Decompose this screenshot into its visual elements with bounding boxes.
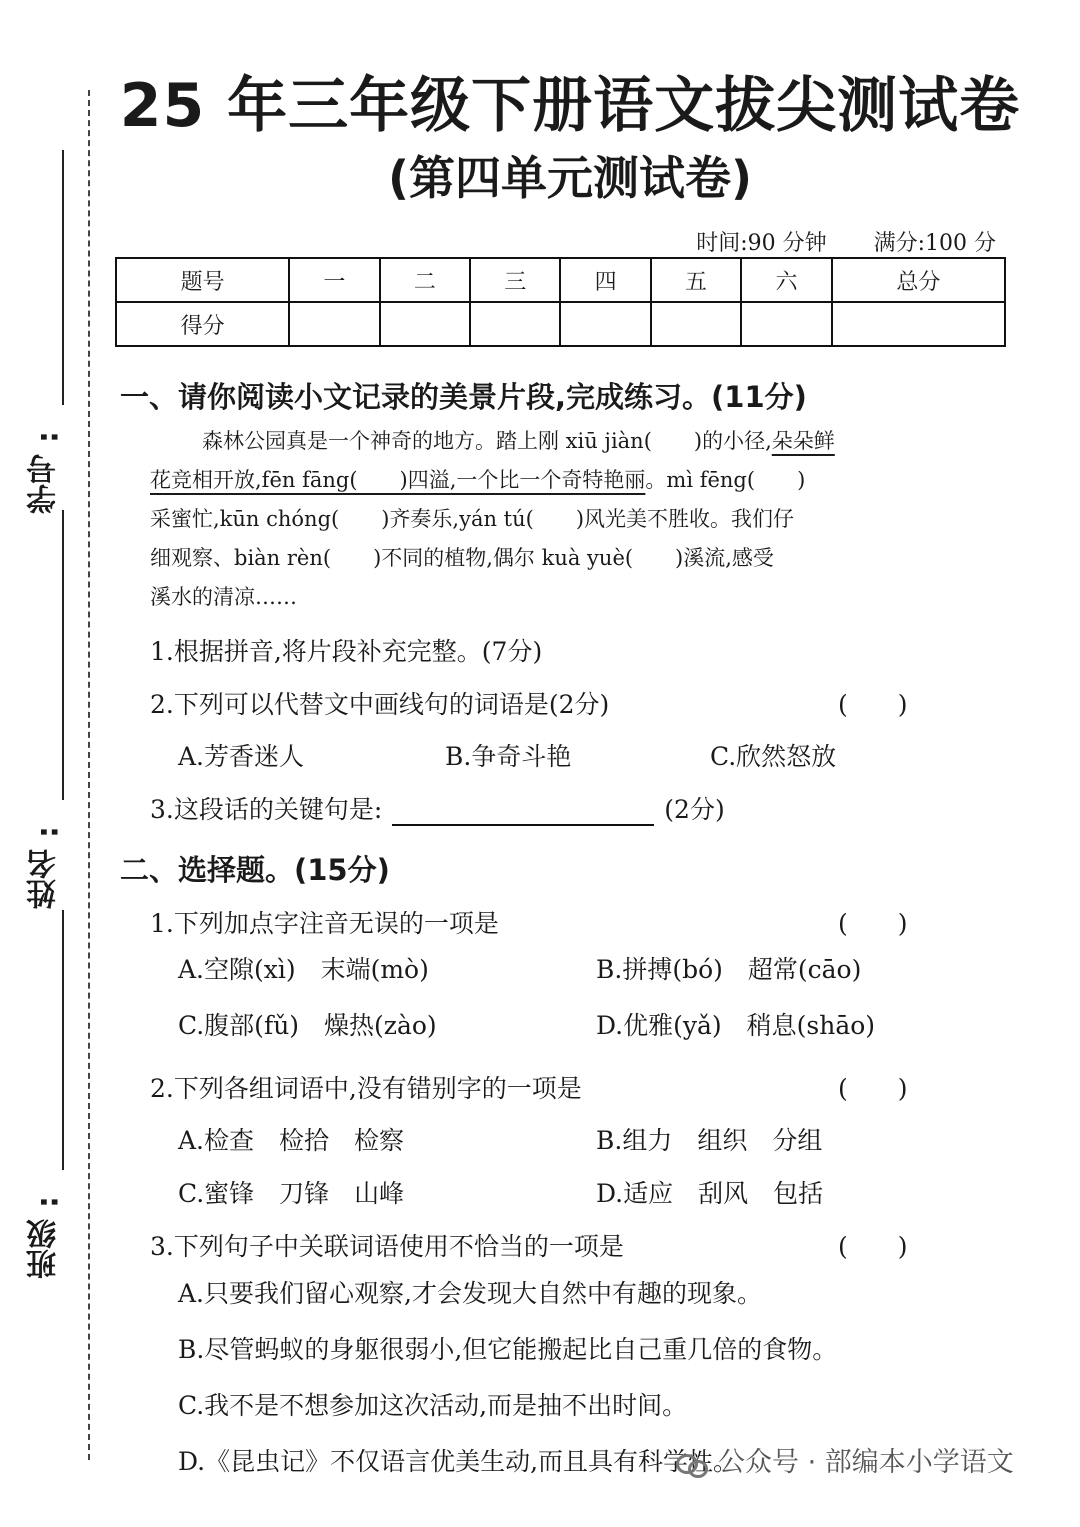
score-entry-cell[interactable] <box>651 302 741 346</box>
table-cell: 四 <box>560 258 650 302</box>
class-line <box>62 910 64 1170</box>
option-c: C.欣然怒放 <box>710 742 837 771</box>
table-cell: 一 <box>289 258 379 302</box>
score-entry-cell[interactable] <box>560 302 650 346</box>
passage-line: 细观察、biàn rèn( )不同的植物,偶尔 kuà yuè( )溪流,感受 <box>150 546 774 570</box>
passage-line: 溪水的清凉…… <box>150 585 297 609</box>
section-1-heading: 一、请你阅读小文记录的美景片段,完成练习。(11分) <box>120 380 807 414</box>
page-subtitle: (第四单元测试卷) <box>387 151 753 205</box>
answer-paren[interactable]: ( ) <box>838 1074 908 1103</box>
passage-line: 森林公园真是一个神奇的地方。踏上刚 xiū jiàn( )的小径,朵朵鲜 <box>202 429 835 453</box>
option-b: B.尽管蚂蚁的身躯很弱小,但它能搬起比自己重几倍的食物。 <box>178 1335 838 1364</box>
student-id-line <box>62 150 64 405</box>
option-d: D.《昆虫记》不仅语言优美生动,而且具有科学性。 <box>178 1447 739 1476</box>
question-1-1: 1.根据拼音,将片段补充完整。(7分) <box>150 637 543 666</box>
class-label: : 班级 <box>27 1196 68 1279</box>
full-score: 满分:100 分 <box>873 231 996 256</box>
option-a: A.只要我们留心观察,才会发现大自然中有趣的现象。 <box>178 1279 762 1308</box>
time-limit: 时间:90 分钟 <box>696 231 827 256</box>
table-cell: 三 <box>470 258 560 302</box>
answer-paren[interactable]: ( ) <box>838 1232 908 1261</box>
binding-margin <box>0 0 100 1527</box>
score-entry-cell[interactable] <box>832 302 1005 346</box>
watermark: 公众号 · 部编本小学语文 <box>676 1440 1014 1479</box>
option-d: D.适应 刮风 包括 <box>596 1179 824 1208</box>
table-cell: 六 <box>741 258 831 302</box>
name-line <box>62 510 64 800</box>
option-b: B.拼搏(bó) 超常(cāo) <box>596 955 862 984</box>
table-cell: 五 <box>651 258 741 302</box>
reading-passage <box>150 422 1030 617</box>
wechat-icon <box>676 1452 710 1476</box>
option-b: B.组力 组织 分组 <box>596 1126 823 1155</box>
table-cell: 题号 <box>116 258 289 302</box>
option-c: C.蜜锋 刀锋 山峰 <box>178 1179 405 1208</box>
score-table <box>115 257 1006 347</box>
score-entry-cell[interactable] <box>470 302 560 346</box>
name-label: : 姓名 <box>27 826 68 909</box>
option-a: A.空隙(xì) 末端(mò) <box>178 955 429 984</box>
answer-blank[interactable] <box>392 798 654 826</box>
score-entry-cell[interactable] <box>741 302 831 346</box>
option-c: C.腹部(fǔ) 燥热(zào) <box>178 1011 437 1040</box>
student-id-label: : 学号 <box>27 431 68 514</box>
table-cell: 二 <box>380 258 470 302</box>
score-table-header-row <box>116 258 1005 302</box>
score-entry-cell[interactable] <box>289 302 379 346</box>
table-cell: 得分 <box>116 302 289 346</box>
question-2-1: 1.下列加点字注音无误的一项是 <box>150 909 499 938</box>
exam-info <box>696 226 996 257</box>
option-a: A.芳香迷人 <box>178 742 305 771</box>
question-1-3: 3.这段话的关键句是: (2分) <box>150 795 725 824</box>
question-1-2: 2.下列可以代替文中画线句的词语是(2分) <box>150 690 610 719</box>
passage-line: 采蜜忙,kūn chóng( )齐奏乐,yán tú( )风光美不胜收。我们仔 <box>150 507 795 531</box>
option-b: B.争奇斗艳 <box>445 742 572 771</box>
score-table-score-row <box>116 302 1005 346</box>
question-2-3: 3.下列句子中关联词语使用不恰当的一项是 <box>150 1232 624 1261</box>
option-c: C.我不是不想参加这次活动,而是抽不出时间。 <box>178 1391 688 1420</box>
option-a: A.检查 检拾 检察 <box>178 1126 405 1155</box>
section-2-heading: 二、选择题。(15分) <box>120 853 390 887</box>
question-2-2: 2.下列各组词语中,没有错别字的一项是 <box>150 1074 582 1103</box>
cut-dashed-line <box>88 90 90 1460</box>
answer-paren[interactable]: ( ) <box>838 909 908 938</box>
answer-paren[interactable]: ( ) <box>838 690 908 719</box>
passage-line: 花竞相开放,fēn fāng( )四溢,一个比一个奇特艳丽。mì fēng( ) <box>150 468 806 492</box>
table-cell: 总分 <box>832 258 1005 302</box>
page-title: 25 年三年级下册语文拔尖测试卷 <box>119 71 1021 141</box>
option-d: D.优雅(yǎ) 稍息(shāo) <box>596 1011 876 1040</box>
score-entry-cell[interactable] <box>380 302 470 346</box>
